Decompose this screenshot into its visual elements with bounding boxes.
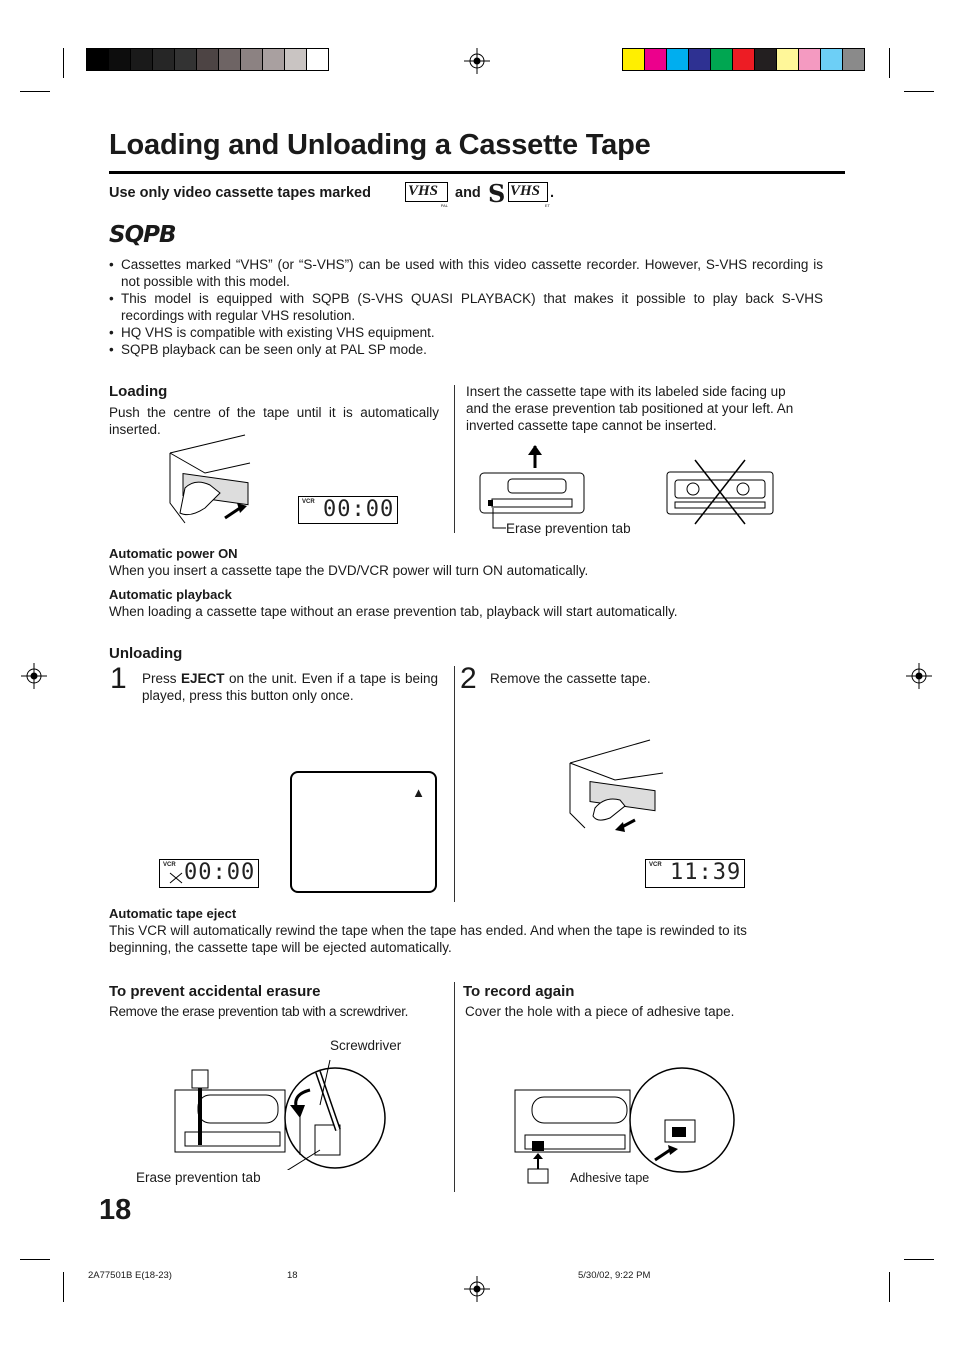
record-again-heading: To record again: [463, 983, 575, 1000]
color-swatch: [688, 48, 711, 71]
loading-heading: Loading: [109, 383, 168, 400]
eject-indicator-icon: [168, 871, 184, 885]
and-text: and: [455, 185, 481, 201]
color-swatch: [262, 48, 285, 71]
auto-eject-heading: Automatic tape eject: [109, 906, 237, 921]
step2-text: Remove the cassette tape.: [490, 671, 651, 686]
crop-mark: [889, 48, 890, 78]
auto-playback-heading: Automatic playback: [109, 587, 232, 602]
color-swatch: [776, 48, 799, 71]
cassette-inverted-crossed-illustration: [665, 458, 777, 526]
step1-text: Press EJECT on the unit. Even if a tape is being played, press this button only once.: [142, 671, 438, 703]
crop-mark: [20, 1259, 50, 1260]
color-swatch: [152, 48, 175, 71]
color-swatch: [174, 48, 197, 71]
vcr-remove-illustration: [565, 738, 665, 838]
page-number: 18: [99, 1194, 132, 1226]
screwdriver-illustration: [170, 1050, 390, 1170]
step-number: 1: [110, 662, 127, 695]
title-rule: [109, 171, 845, 174]
crop-mark: [63, 48, 64, 78]
color-swatch: [666, 48, 689, 71]
registration-mark-icon: [21, 663, 47, 689]
color-swatch: [842, 48, 865, 71]
svhs-logo: S VHS ET: [488, 179, 550, 208]
column-divider: [454, 666, 455, 902]
auto-power-text: When you insert a cassette tape the DVD/VCR power will turn ON automatically.: [109, 563, 589, 578]
prevent-erasure-text: Remove the erase prevention tab with a screwdriver.: [109, 1004, 409, 1019]
record-again-text: Cover the hole with a piece of adhesive tape.: [465, 1004, 735, 1019]
list-item: • This model is equipped with SQPB (S-VHS QUASI PLAYBACK) that makes it possible to play back S-VHS recordings with regular VHS resolution.: [109, 290, 823, 324]
column-divider: [454, 982, 455, 1192]
vcr-display: VCR 00:00: [159, 859, 259, 888]
auto-playback-text: When loading a cassette tape without an erase prevention tab, playback will start automatically.: [109, 604, 678, 619]
color-swatch: [284, 48, 307, 71]
adhesive-tape-label: Adhesive tape: [570, 1171, 650, 1185]
screwdriver-label: Screwdriver: [330, 1038, 402, 1053]
color-swatch: [732, 48, 755, 71]
footer-date: 5/30/02, 9:22 PM: [578, 1270, 651, 1281]
bullet-list: [109, 256, 823, 358]
registration-mark-icon: [906, 663, 932, 689]
footer-file: 2A77501B E(18-23): [88, 1270, 172, 1281]
loading-text: Push the centre of the tape until it is automatically inserted.: [109, 405, 439, 437]
prevent-erasure-heading: To prevent accidental erasure: [109, 983, 321, 1000]
crop-mark: [904, 1259, 934, 1260]
crop-mark: [904, 91, 934, 92]
list-item: • HQ VHS is compatible with existing VHS equipment.: [109, 324, 823, 341]
sqpb-logo: SQPB: [109, 222, 176, 248]
page-title: Loading and Unloading a Cassette Tape: [109, 129, 651, 161]
vhs-logo: VHS PAL: [405, 182, 448, 204]
registration-mark-icon: [464, 1276, 490, 1302]
vcr-display: VCR 11:39: [645, 859, 745, 888]
use-only-text: Use only video cassette tapes marked: [109, 185, 371, 201]
color-swatch: [218, 48, 241, 71]
color-swatch: [240, 48, 263, 71]
color-swatch: [306, 48, 329, 71]
color-swatch: [622, 48, 645, 71]
registration-mark-icon: [464, 48, 490, 74]
color-swatch: [86, 48, 109, 71]
step-number: 2: [460, 662, 477, 695]
footer-page: 18: [287, 1270, 298, 1281]
loading-right-text: Insert the cassette tape with its labeled side facing up and the erase prevention tab positioned at your left. An inverted cassette tape cannot be inserted.: [466, 384, 794, 433]
auto-power-heading: Automatic power ON: [109, 546, 238, 561]
crop-mark: [889, 1272, 890, 1302]
erase-tab-label: Erase prevention tab: [506, 521, 631, 536]
color-swatch: [130, 48, 153, 71]
list-item: • Cassettes marked “VHS” (or “S-VHS”) can be used with this video cassette recorder. However, S-VHS recording is not possible with this model.: [109, 256, 823, 290]
eject-icon: ▲: [412, 785, 425, 800]
adhesive-tape-illustration: [510, 1065, 740, 1185]
auto-eject-text: This VCR will automatically rewind the tape when the tape has ended. And when the tape is rewinded to its beginning, the cassette tape will be ejected automatically.: [109, 923, 747, 955]
period: .: [550, 185, 555, 201]
color-swatch: [754, 48, 777, 71]
crop-mark: [20, 91, 50, 92]
callout-line: [488, 508, 508, 530]
color-swatch: [108, 48, 131, 71]
erase-tab-label: Erase prevention tab: [136, 1170, 261, 1185]
column-divider: [454, 385, 455, 533]
cassette-correct-illustration: [478, 443, 588, 518]
color-swatch: [798, 48, 821, 71]
unloading-heading: Unloading: [109, 645, 183, 662]
tv-screen: [290, 771, 437, 893]
color-swatch: [820, 48, 843, 71]
vcr-display: VCR 00:00: [298, 496, 398, 524]
color-swatch: [644, 48, 667, 71]
list-item: • SQPB playback can be seen only at PAL SP mode.: [109, 341, 823, 358]
crop-mark: [63, 1272, 64, 1302]
vcr-insert-illustration: [165, 433, 255, 528]
color-swatch: [710, 48, 733, 71]
color-swatch: [196, 48, 219, 71]
